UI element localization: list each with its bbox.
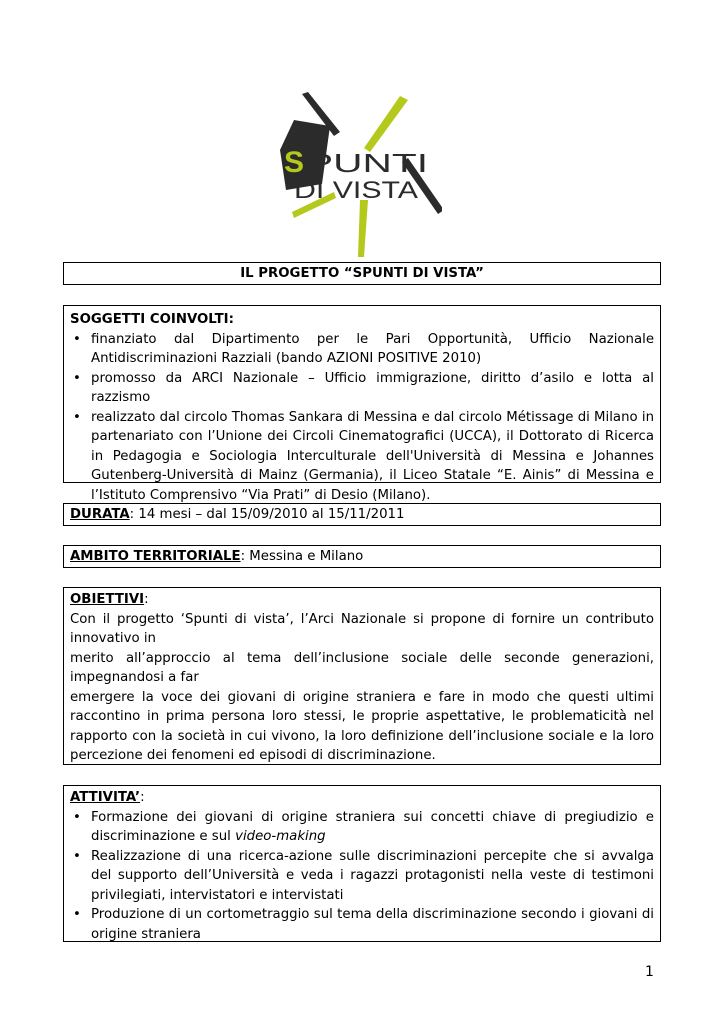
attivita-label: ATTIVITA’ bbox=[70, 790, 141, 805]
attivita-item1-text: Formazione dei giovani di origine straniera sui concetti chiave di pregiudizio e discriminazione e sul bbox=[91, 809, 654, 844]
soggetti-list bbox=[70, 330, 654, 506]
logo-text-spunti-rest: PUNTI bbox=[306, 148, 428, 178]
list-item: • realizzato dal circolo Thomas Sankara di Messina e dal circolo Métissage di Milano in partenariato con l’Unione dei Circoli Cinematografici (UCCA), il Dottorato di Ricerca in Pedagogia e Sociologia Interculturale dell'Università di Messina e Johannes Gutenberg-Università di Mainz (Germania), il Liceo Statale “E. Ainis” di Messina e l’Istituto Comprensivo “Via Prati” di Desio (Milano). bbox=[70, 408, 654, 506]
title-box bbox=[63, 262, 661, 285]
logo-green-ray-top bbox=[364, 96, 408, 152]
obiettivi-colon: : bbox=[144, 592, 149, 607]
logo-text-spunti: S bbox=[284, 146, 305, 179]
durata-label: DURATA bbox=[70, 507, 130, 522]
ambito-value: : Messina e Milano bbox=[240, 549, 364, 564]
attivita-colon: : bbox=[140, 790, 145, 805]
obiettivi-paragraph-1: Con il progetto ‘Spunti di vista’, l’Arci Nazionale si propone di fornire un contributo innovativo in bbox=[70, 611, 654, 646]
obiettivi-paragraph-3: emergere la voce dei giovani di origine straniera e fare in modo che questi ultimi raccontino in prima persona loro stessi, le proprie aspettative, le problematicità nel rapporto con la società in cui vivono, la loro definizione dell’inclusione sociale e la loro percezione dei fenomeni ed episodi di discriminazione. bbox=[70, 689, 654, 763]
obiettivi-box bbox=[63, 587, 661, 765]
list-item bbox=[70, 808, 654, 847]
logo-text-di-vista: DI VISTA bbox=[294, 177, 418, 204]
soggetti-heading: SOGGETTI COINVOLTI: bbox=[70, 312, 234, 327]
list-item: • Realizzazione di una ricerca-azione sulle discriminazioni percepite che si avvalga del supporto dell’Università e veda i ragazzi protagonisti nella veste di testimoni privilegiati, intervistatori e intervistati bbox=[70, 847, 654, 906]
durata-box bbox=[63, 503, 661, 526]
soggetti-box bbox=[63, 305, 661, 503]
ambito-label: AMBITO TERRITORIALE bbox=[70, 549, 241, 564]
obiettivi-label: OBIETTIVI bbox=[70, 592, 145, 607]
attivita-list bbox=[70, 808, 654, 945]
list-item: • finanziato dal Dipartimento per le Pari Opportunità, Ufficio Nazionale Antidiscriminazioni Razziali (bando AZIONI POSITIVE 2010) bbox=[70, 330, 654, 369]
ambito-box bbox=[63, 545, 661, 568]
obiettivi-paragraph-2: merito all’approccio al tema dell’inclusione sociale delle seconde generazioni, impegnandosi a far bbox=[70, 650, 654, 685]
page-number: 1 bbox=[645, 964, 654, 980]
list-item: • Produzione di un cortometraggio sul tema della discriminazione secondo i giovani di origine straniera bbox=[70, 905, 654, 944]
list-item: • promosso da ARCI Nazionale – Ufficio immigrazione, diritto d’asilo e lotta al razzismo bbox=[70, 369, 654, 408]
attivita-box bbox=[63, 785, 661, 942]
durata-value: : 14 mesi – dal 15/09/2010 al 15/11/2011 bbox=[129, 507, 405, 522]
logo-green-ray-bottom bbox=[358, 200, 368, 257]
spunti-di-vista-logo bbox=[272, 92, 442, 257]
page-title: IL PROGETTO “SPUNTI DI VISTA” bbox=[240, 266, 484, 281]
attivita-item1-italic: video-making bbox=[235, 829, 326, 844]
